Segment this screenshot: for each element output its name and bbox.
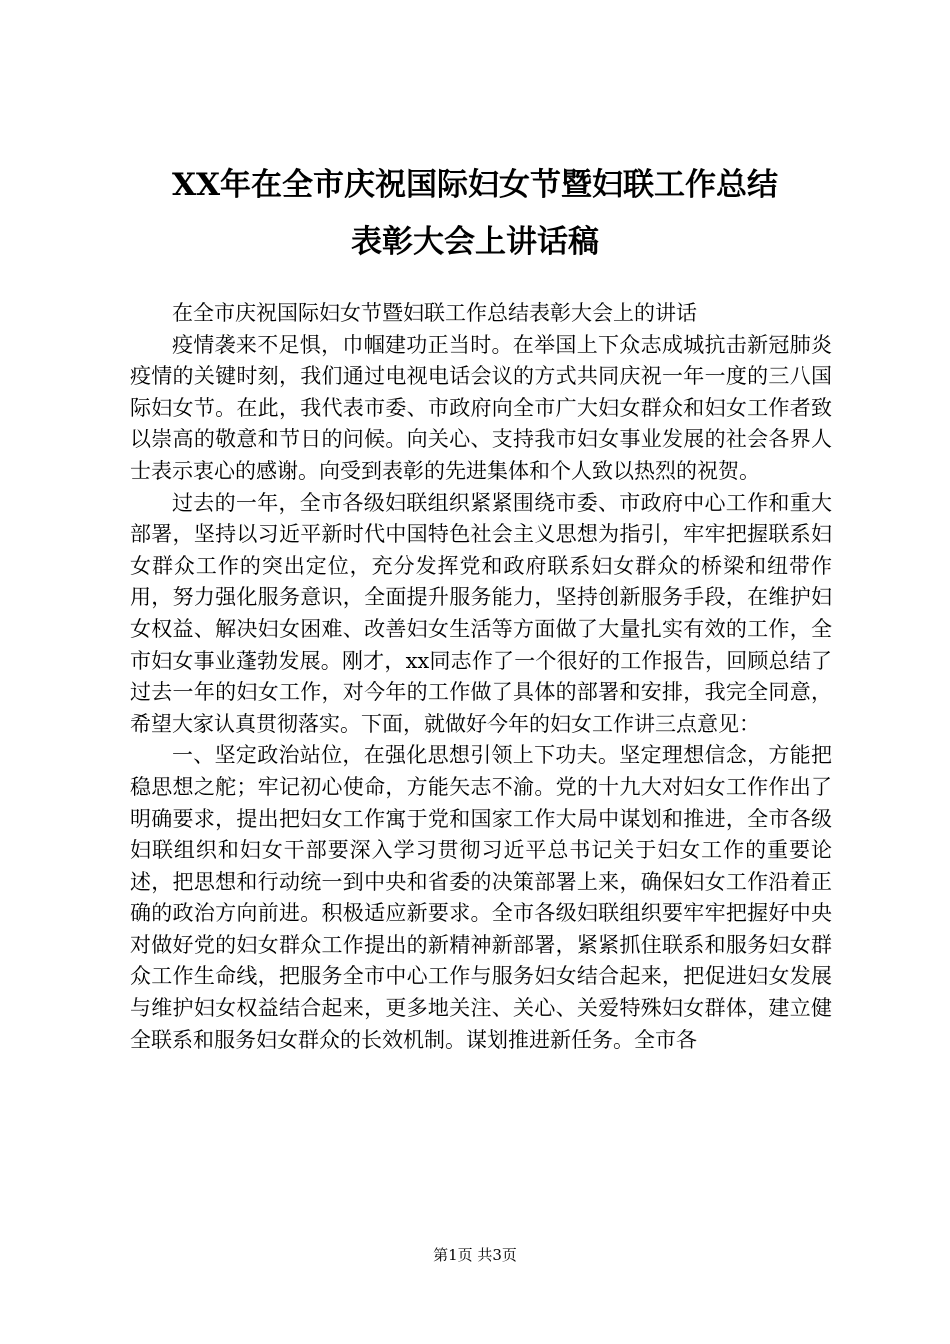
speech-heading-paragraph: 在全市庆祝国际妇女节暨妇联工作总结表彰大会上的讲话 <box>172 301 697 325</box>
document-body <box>130 298 832 1056</box>
document-title-line-2: 表彰大会上讲话稿 <box>351 224 599 260</box>
body-paragraph-1: 疫情袭来不足惧，巾帼建功正当时。在举国上下众志成城抗击新冠肺炎疫情的关键时刻，我们通过电视电话会议的方式共同庆祝一年一度的三八国际妇女节。在此，我代表市委、市政府向全市广大妇女群众和妇女工作者致以崇高的敬意和节日的问候。向关心、支持我市妇女事业发展的社会各界人士表示衷心的感谢。向受到表彰的先进集体和个人致以热烈的祝贺。 <box>130 332 832 483</box>
body-paragraph-2: 过去的一年，全市各级妇联组织紧紧围绕市委、市政府中心工作和重大部署，坚持以习近平新时代中国特色社会主义思想为指引，牢牢把握联系妇女群众工作的突出定位，充分发挥党和政府联系妇女群众的桥梁和纽带作用，努力强化服务意识，全面提升服务能力，坚持创新服务手段，在维护妇女权益、解决妇女困难、改善妇女生活等方面做了大量扎实有效的工作，全市妇女事业蓬勃发展。刚才，xx同志作了一个很好的工作报告，回顾总结了过去一年的妇女工作，对今年的工作做了具体的部署和安排，我完全同意，希望大家认真贯彻落实。下面，就做好今年的妇女工作讲三点意见： <box>130 490 832 736</box>
body-paragraph-3: 一、坚定政治站位，在强化思想引领上下功夫。坚定理想信念，方能把稳思想之舵；牢记初心使命，方能矢志不渝。党的十九大对妇女工作作出了明确要求，提出把妇女工作寓于党和国家工作大局中谋划和推进，全市各级妇联组织和妇女干部要深入学习贯彻习近平总书记关于妇女工作的重要论述，把思想和行动统一到中央和省委的决策部署上来，确保妇女工作沿着正确的政治方向前进。积极适应新要求。全市各级妇联组织要牢牢把握好中央对做好党的妇女群众工作提出的新精神新部署，紧紧抓住联系和服务妇女群众工作生命线，把服务全市中心工作与服务妇女结合起来，把促进妇女发展与维护妇女权益结合起来，更多地关注、关心、关爱特殊妇女群体，建立健全联系和服务妇女群众的长效机制。谋划推进新任务。全市各 <box>130 743 832 1052</box>
document-title-line-1: XX年在全市庆祝国际妇女节暨妇联工作总结 <box>171 167 779 203</box>
page-footer: 第1页 共3页 <box>433 1246 517 1264</box>
